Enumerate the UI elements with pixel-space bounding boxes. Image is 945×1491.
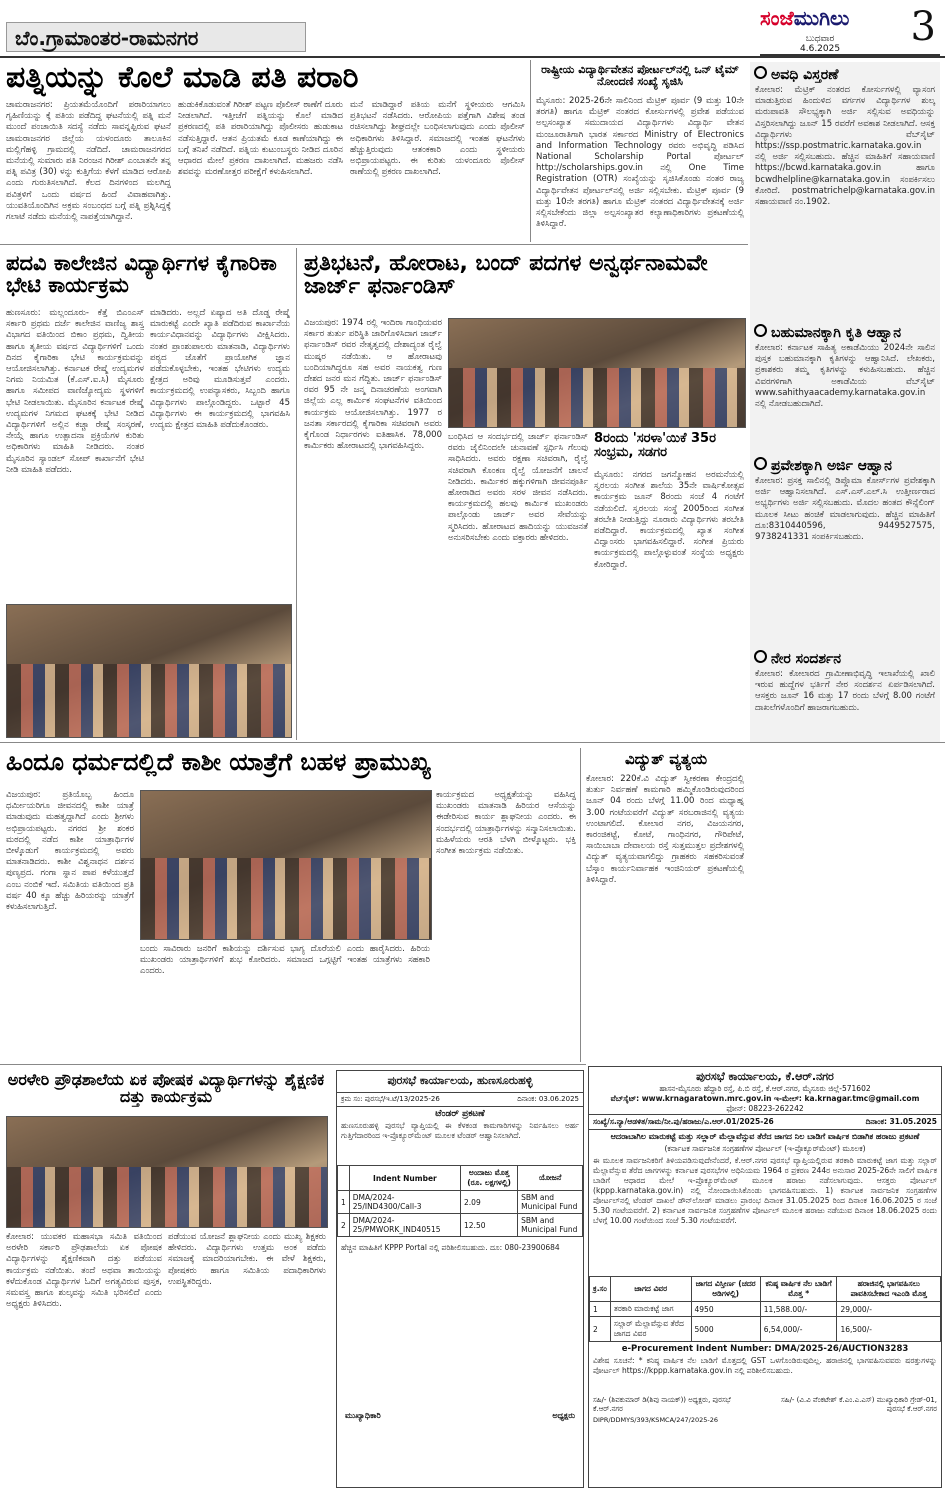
notice-title: ಪುರಸಭೆ ಕಾರ್ಯಾಲಯ, ಕೆ.ಆರ್.ನಗರ [696,1070,834,1083]
tender-title: ಪುರಸಭೆ ಕಾರ್ಯಾಲಯ, ಹುಣಸೂರುಹಳ್ಳಿ [387,1074,533,1087]
college-headline: ಪದವಿ ಕಾಲೇಜಿನ ವಿದ್ಯಾರ್ಥಿಗಳ ಕೈಗಾರಿಕಾ ಭೇಟಿ ಕಾರ್ಯಕ್ರಮ [6,251,277,298]
notice-th-no: ಕ್ರ.ಸಂ [590,1277,611,1302]
tender-intro: ಹುಣಸೂರುಹಳ್ಳಿ ಪುರಸಭೆ ವ್ಯಾಪ್ತಿಯಲ್ಲಿ ಈ ಕೆಳಕಂಡ ಕಾಮಗಾರಿಗಳನ್ನು ನಿರ್ವಹಿಸಲು ಅರ್ಹ ಗುತ್ತಿಗೆದಾರರಿಂದ ಇ-ಪ್ರೊಕ್ಯೂರ್‌ಮೆಂಟ್ ಮೂಲಕ ಟೆಂಡರ್ ಆಹ್ವಾನಿಸಲಾಗಿದೆ. [341,1121,579,1140]
college-group-photo [6,604,292,738]
bullet-circle-icon [754,457,767,470]
notice-subject: ಆದರಾಬಾಗಿಲ ಮಾರುಕಟ್ಟೆ ಮತ್ತು ಸಲ್ಲಾರ್ ಮೆಲ್ಲಾವೆನ್ಸುವ ತೆರೆದ ಜಾಗದ ನಿಲ ಬಾಡಿಗೆ ವಾರ್ಷಿಕ ಬಿಡಾಗಿಕ ಹರಾಜು ಪ್ರಕಟಣೆ [610,1132,920,1141]
notice-th-min: ಕನಿಷ್ಠ ವಾರ್ಷಿಕ ನೆಲ ಬಾಡಿಗೆ ಮೊತ್ತ * [760,1277,837,1302]
sidebar-body-2: ಕೋಲಾರ: ಕರ್ನಾಟಕ ಸಾಹಿತ್ಯ ಅಕಾಡೆಮಿಯು 2024ನೇ ಸಾಲಿನ ಪುಸ್ತಕ ಬಹುಮಾನಕ್ಕಾಗಿ ಕೃತಿಗಳನ್ನು ಆಹ್ವಾನಿಸಿದೆ. ಲೇಖಕರು, ಪ್ರಕಾಶಕರು ತಮ್ಮ ಕೃತಿಗಳನ್ನು ಕಳುಹಿಸಬಹುದು. ಹೆಚ್ಚಿನ ವಿವರಗಳಿಗಾಗಿ ಅಕಾಡೆಮಿಯ ವೆಬ್‌ಸೈಟ್ www.sahithyaacademy.karnataka.gov.in ನಲ್ಲಿ ನೋಡಬಹುದಾಗಿದೆ. [755,343,935,410]
notice-phone: ಫೋನ್: 08223-262242 [726,1104,804,1113]
kashi-event-photo [140,790,432,940]
notice-table [589,1276,941,1342]
tender-th-indent: Indent Number [349,1166,460,1191]
school-headline: ಅರಳೇರಿ ಪ್ರೌಢಶಾಲೆಯ ಏಕ ಪೋಷಕ ವಿದ್ಯಾರ್ಥಿಗಳನ್ನು ಶೈಕ್ಷಣಿಕ ದತ್ತು ಕಾರ್ಯಕ್ರಮ [7,1070,325,1106]
tender-sign-right: ಅಧ್ಯಕ್ಷರು [552,1411,575,1420]
tender-date: ದಿನಾಂಕ: 03.06.2025 [517,1095,579,1103]
kashi-col-2: ಬಂದು ಸಾವಿರಾರು ಜನರಿಗೆ ಕಾಶಿಯನ್ನು ದರ್ಶಿಸುವ ಭಾಗ್ಯ ದೊರೆಯಲಿ ಎಂದು ಹಾರೈಸಿದರು. ಹಿರಿಯ ಮುಖಂಡರು ಯಾತ್ರಾರ್ಥಿಗಳಿಗೆ ಶುಭ ಕೋರಿದರು. ಸಮಾಜದ ಒಗ್ಗಟ್ಟಿಗೆ ಇಂತಹ ಯಾತ್ರೆಗಳು ಸಹಕಾರಿ ಎಂದರು. [140,944,430,977]
notice-body: ಈ ಮೂಲಕ ಸಾರ್ವಜನಿಕರಿಗೆ ತಿಳಿಯಪಡಿಸುವುದೇನೆಂದರೆ, ಕೆ.ಆರ್.ನಗರ ಪುರಸಭೆ ವ್ಯಾಪ್ತಿಯಲ್ಲಿರುವ ತರಕಾರಿ ಮಾರುಕಟ್ಟೆ ಜಾಗ ಮತ್ತು ಸಲ್ಲಾರ್ ಮೆಲ್ಲಾವೆನ್ಸುವ ತೆರೆದ ಜಾಗಗಳನ್ನು ಕರ್ನಾಟಕ ಪುರಸಭೆಗಳ ಅಧಿನಿಯಮ 1964 ರ ಪ್ರಕರಣ 244ರ ಅನುಸಾರ 2025-26ನೇ ಸಾಲಿಗೆ ವಾರ್ಷಿಕ ಬಾಡಿಗೆ ಆಧಾರದ ಮೇಲೆ ಇ-ಪ್ರೊಕ್ಯೂರ್‌ಮೆಂಟ್ ಮೂಲಕ ಹರಾಜು ನಡೆಸಲಾಗುವುದು. ಆಸಕ್ತರು ಪೋರ್ಟಲ್ (kppp.karnataka.gov.in) ನಲ್ಲಿ ನೋಂದಾಯಿಸಿಕೊಂಡು ಭಾಗವಹಿಸಬಹುದು. 1) ಕರ್ನಾಟಕ ಸಾರ್ವಜನಿಕ ಸಂಗ್ರಹಣೆಗಳ ಪೋರ್ಟಲ್‌ನಲ್ಲಿ ಟೆಂಡರ್ ದಾಖಲೆ ಡೌನ್‌ಲೋಡ್ ಮಾಡಲು ಪ್ರಾರಂಭ ದಿನಾಂಕ 31.05.2025 ರಿಂದ ದಿನಾಂಕ 16.06.2025 ರ ಸಂಜೆ 5.30 ಗಂಟೆಯವರೆಗೆ. 2) ಕರ್ನಾಟಕ ಸಾರ್ವಜನಿಕ ಸಂಗ್ರಹಣೆಗಳ ಪೋರ್ಟಲ್ ಮೂಲಕ ಹರಾಜು ನಡೆಯುವ ದಿನಾಂಕ 18.06.2025 ರಂದು ಬೆಳಗ್ಗೆ 10.00 ಗಂಟೆಯಿಂದ ಸಂಜೆ 5.30 ಗಂಟೆಯವರೆಗೆ. [593,1156,937,1225]
notice-web: ವೆಬ್‌ಸೈಟ್: www.krnagaratown.mrc.gov.in ಇ-ಮೇಲ್: ka.krnagar.tmc@gmail.com [610,1094,920,1103]
notice-date: ದಿನಾಂಕ: 31.05.2025 [865,1117,937,1126]
table-row: 1 DMA/2024-25/IND4300/Call-3 2.09 SBM and Municipal Fund [338,1191,583,1214]
masthead-date [800,34,840,54]
murder-col-3: ಮನೆ ಮಾಡಿದ್ದಾರೆ ಪತಿಯ ಮನೆಗೆ ಸ್ಥಳೀಯರು ಆಗಮಿಸಿ ಪ್ರತಿಭಟನೆ ನಡೆಸಿದರು. ಆರೋಪಿಯ ಪತ್ತೆಗಾಗಿ ವಿಶೇಷ ತಂಡ ರಚಿಸಲಾಗಿದ್ದು ಶೀಘ್ರದಲ್ಲೇ ಬಂಧಿಸಲಾಗುವುದು ಎಂದು ಪೊಲೀಸ್ ಅಧಿಕಾರಿಗಳು ತಿಳಿಸಿದ್ದಾರೆ. ಸಮಾಜದಲ್ಲಿ ಇಂತಹ ಘಟನೆಗಳು ಹೆಚ್ಚುತ್ತಿರುವುದು ಆತಂಕಕಾರಿ ಎಂದು ಸ್ಥಳೀಯರು ಅಭಿಪ್ರಾಯಪಟ್ಟರು. ಈ ಕುರಿತು ಯಳಂದೂರು ಪೊಲೀಸ್ ಠಾಣೆಯಲ್ಲಿ ಪ್ರಕರಣ ದಾಖಲಾಗಿದೆ. [350,100,525,178]
murder-col-1: ಚಾಮರಾಜನಗರ: ಪ್ರಿಯತಮೆಯೊಂದಿಗೆ ಪರಾರಿಯಾಗಲು ಗೃಹಿಣಿಯನ್ನು ಕ್ಕೆ ಪತಿಯ ಪಡೆದಿದ್ದ ಘಟನೆಯಲ್ಲಿ ಪತ್ನಿ ಮನೆ ಮುಂದೆ ಪಂಚಾಯಿತಿ ಸದಸ್ಯೆ ನಡೆದು ಸಾವನ್ನಪ್ಪಿರುವ ಘಟನೆ ಚಾಮರಾಜನಗರ ಜಿಲ್ಲೆಯ ಯಳಂದೂರು ತಾಲೂಕಿನ ಮಲ್ಲಿಗೆಹಳ್ಳಿ ಗ್ರಾಮದಲ್ಲಿ ನಡೆದಿದೆ. ಚಾಮರಾಜನಗರದ ಮನೆಯಲ್ಲಿ ಸುಮಾರು ಪತಿ ನಿರಂಜನ ಗಿರೀಶ್ ಎಂಬಾತನೇ ತನ್ನ ಪತ್ನಿ ಪವಿತ್ರ (30) ಳನ್ನು ಕುತ್ತಿಗೆಯ ಕೆಳಗೆ ಮಾಡಿದ ಆರೋಪಿ ಎಂದು ಗುರುತಿಸಲಾಗಿದೆ. ಕೆಲದ ದಿನಗಳಿಂದ ಮಲಗಿದ್ದ ಪವಿತ್ರಳಿಗೆ ಒಂದು ವರ್ಷದ ಹಿಂದೆ ವಿವಾಹವಾಗಿತ್ತು. ಯುವತಿಯೊಂದಿಗಿನ ಅಕ್ರಮ ಸಂಬಂಧದ ಬಗ್ಗೆ ಪತ್ನಿ ಪ್ರಶ್ನಿಸಿದ್ದಕ್ಕೆ ಗಲಾಟೆ ನಡೆದು ಮನೆಯಲ್ಲಿ ನಾಪತ್ತೆಯಾಗಿದ್ದಾನೆ. [6,100,171,223]
notice-dipr: DIPR/DDMYS/393/KSMCA/247/2025-26 [593,1416,718,1424]
notice-sign-right: ಸಹಿ/- (ವಿ.ವಿ ವೆಂಕಟೇಶ್ ಕೆ.ಎಂ.ಎ.ಎಸ್) ಮುಖ್ಯಾಧಿಕಾರಿ ಗ್ರೇಡ್-01, ಪುರಸಭೆ ಕೆ.ಆರ್.ನಗರ [781,1396,937,1413]
college-col-2: ಮಾಡಿದರು. ಅಲ್ಲದೆ ಏಷ್ಯಾದ ಅತಿ ದೊಡ್ಡ ರೇಷ್ಮೆ ಮಾರುಕಟ್ಟೆ ಎಂದೇ ಖ್ಯಾತಿ ಪಡೆದಿರುವ ಕಾರ್ಖಾನೆಯ ಕಾರ್ಯವಿಧಾನವನ್ನು ವಿದ್ಯಾರ್ಥಿಗಳು ವೀಕ್ಷಿಸಿದರು. ನಂತರ ಪ್ರಾಂಶುಪಾಲರು ಮಾತನಾಡಿ, ವಿದ್ಯಾರ್ಥಿಗಳು ಪಠ್ಯದ ಜೊತೆಗೆ ಪ್ರಾಯೋಗಿಕ ಜ್ಞಾನ ಪಡೆದುಕೊಳ್ಳಬೇಕು, ಇಂತಹ ಭೇಟಿಗಳು ಉದ್ಯಮ ಕ್ಷೇತ್ರದ ಅರಿವು ಮೂಡಿಸುತ್ತವೆ ಎಂದರು. ಕಾರ್ಯಕ್ರಮದಲ್ಲಿ ಉಪನ್ಯಾಸಕರು, ಸಿಬ್ಬಂದಿ ಹಾಗೂ ವಿದ್ಯಾರ್ಥಿಗಳು ಪಾಲ್ಗೊಂಡಿದ್ದರು. ಒಟ್ಟಾರೆ 45 ವಿದ್ಯಾರ್ಥಿಗಳು ಈ ಕಾರ್ಯಕ್ರಮದಲ್ಲಿ ಭಾಗವಹಿಸಿ ಉದ್ಯಮ ಕ್ಷೇತ್ರದ ಮಾಹಿತಿ ಪಡೆದುಕೊಂಡರು. [150,308,290,431]
notice-signatures [589,1394,941,1416]
notice-indent: e-Procurement Indent Number: DMA/2025-26/AUCTION3283 [621,1344,909,1354]
sidebar-heading-4: ನೇರ ಸಂದರ್ಶನ [754,650,940,667]
kashi-col-3: ಕಾರ್ಯಕ್ರಮದ ಅಧ್ಯಕ್ಷತೆಯನ್ನು ವಹಿಸಿದ್ದ ಮುಖಂಡರು ಮಾತನಾಡಿ ಹಿರಿಯರ ಆಸೆಯನ್ನು ಈಡೇರಿಸುವ ಕಾರ್ಯ ಶ್ಲಾಘನೀಯ ಎಂದರು. ಈ ಸಂದರ್ಭದಲ್ಲಿ ಯಾತ್ರಾರ್ಥಿಗಳನ್ನು ಸನ್ಮಾನಿಸಲಾಯಿತು. ಮಹಿಳೆಯರು ಆರತಿ ಬೆಳಗಿ ಬೀಳ್ಕೊಟ್ಟರು. ಭಕ್ತಿ ಸಂಗೀತ ಕಾರ್ಯಕ್ರಮ ನಡೆಯಿತು. [436,790,576,857]
george-col-2: ಬಂಧಿಸಿದ ಆ ಸಂದರ್ಭದಲ್ಲಿ ಜಾರ್ಜ್ ಫರ್ನಾಂಡಿಸ್ ರವರು ಜೈಲಿನಿಂದಲೇ ಚುನಾವಣೆ ಸ್ಪರ್ಧಿಸಿ ಗೆಲುವು ಸಾಧಿಸಿದರು. ಅವರು ರಕ್ಷಣಾ ಸಚಿವರಾಗಿ, ರೈಲ್ವೆ ಸಚಿವರಾಗಿ ಕೊಂಕಣ ರೈಲ್ವೆ ಯೋಜನೆಗೆ ಚಾಲನೆ ನೀಡಿದರು. ಕಾರ್ಮಿಕರ ಹಕ್ಕುಗಳಿಗಾಗಿ ಜೀವನಪೂರ್ತಿ ಹೋರಾಡಿದ ಅವರು ಸರಳ ಜೀವನ ನಡೆಸಿದರು. ಕಾರ್ಯಕ್ರಮದಲ್ಲಿ ಹಲವು ಕಾರ್ಮಿಕ ಮುಖಂಡರು ಪಾಲ್ಗೊಂಡು ಜಾರ್ಜ್ ಅವರ ಸೇವೆಯನ್ನು ಸ್ಮರಿಸಿದರು. ಹೋರಾಟದ ಹಾದಿಯನ್ನು ಯುವಜನತೆ ಅನುಸರಿಸಬೇಕು ಎಂದು ವಕ್ತಾರರು ಹೇಳಿದರು. [448,432,588,543]
row-divider-3 [0,1064,586,1065]
sarala-headline: 8ರಂದು 'ಸರಳಾ'ಯಿಕೆ 35ರ ಸಂಭ್ರಮ, ಸಡಗರ [594,431,716,460]
masthead [760,4,940,56]
masthead-day: ಬುಧವಾರ [805,34,835,44]
notice-th-place: ಜಾಗದ ವಿವರ [610,1277,691,1302]
section-header: ಬೆಂ.ಗ್ರಾಮಾಂತರ-ರಾಮನಗರ [6,22,306,52]
george-event-photo [448,318,746,428]
page-number: 3 [910,4,936,50]
logo-blue-text: ಮುಗಿಲು [793,6,850,30]
scholarship-body: ಮೈಸೂರು: 2025-26ನೇ ಸಾಲಿನಿಂದ ಮೆಟ್ರಿಕ್ ಪೂರ್ವ (9 ಮತ್ತು 10ನೇ ತರಗತಿ) ಹಾಗೂ ಮೆಟ್ರಿಕ್ ನಂತರದ ಕೋರ್ಸುಗಳಲ್ಲಿ ಪ್ರವೇಶ ಪಡೆಯುವ ಅಲ್ಪಸಂಖ್ಯಾತ ಸಮುದಾಯದ ವಿದ್ಯಾರ್ಥಿಗಳು ವಿದ್ಯಾರ್ಥಿ ವೇತನ ಮಂಜೂರಾತಿಗಾಗಿ ಭಾರತ ಸರ್ಕಾರದ Ministry of Electronics and Information Technology ರವರು ಅಭಿವೃದ್ಧಿ ಪಡಿಸಿದ National Scholarship Portal ಪೋರ್ಟಲ್ http://scholarships.gov.in ನಲ್ಲಿ One Time Registration (OTR) ಸಂಖ್ಯೆಯನ್ನು ಸೃಜಿಸಿಕೊಂಡು ನಂತರ ರಾಜ್ಯ ವಿದ್ಯಾರ್ಥಿವೇತನ ಪೋರ್ಟಲ್‌ನಲ್ಲಿ ಅರ್ಜಿ ಸಲ್ಲಿಸಬೇಕು. ಮೆಟ್ರಿಕ್ ಪೂರ್ವ (9 ಮತ್ತು 10ನೇ ತರಗತಿ) ಹಾಗೂ ಮೆಟ್ರಿಕ್ ನಂತರದ ವಿದ್ಯಾರ್ಥಿವೇತನಕ್ಕೆ ಅರ್ಜಿ ಸಲ್ಲಿಸಬೇಕೆಂದು ಜಿಲ್ಲಾ ಅಲ್ಪಸಂಖ್ಯಾತರ ಕಲ್ಯಾಣಾಧಿಕಾರಿಗಳು ಪ್ರಕಟಣೆಯಲ್ಲಿ ತಿಳಿಸಿದ್ದಾರೆ. [536,96,744,230]
college-col-1: ಹುಣಸೂರು: ಮಲ್ಲಂದೂರು- ಕೆತ್ತೆ ಬಿಎಂಎಸ್ ಸರ್ಕಾರಿ ಪ್ರಥಮ ದರ್ಜೆ ಕಾಲೇಜಿನ ವಾಣಿಜ್ಯ ಶಾಸ್ತ್ರ ವಿಭಾಗದ ವತಿಯಿಂದ ಬಿಕಾಂ ಪ್ರಥಮ, ದ್ವಿತೀಯ ಹಾಗೂ ತೃತೀಯ ವರ್ಷದ ವಿದ್ಯಾರ್ಥಿಗಳಿಗೆ ಒಂದು ದಿನದ ಕೈಗಾರಿಕಾ ಭೇಟಿ ಕಾರ್ಯಕ್ರಮವನ್ನು ಆಯೋಜಿಸಲಾಗಿತ್ತು. ಕರ್ನಾಟಕ ರೇಷ್ಮೆ ಉದ್ಯಮಗಳ ನಿಗಮ ನಿಯಮಿತ (ಕೆ.ಎಸ್.ಐ.ಸಿ) ಮೈಸೂರು ಹಾಗೂ ಸಮೀಪದ ವಾಣಿಜ್ಯೋದ್ಯಮ ಸ್ಥಳಗಳಿಗೆ ಭೇಟಿ ನೀಡಲಾಯಿತು. ಮೈಸೂರಿನ ಕರ್ನಾಟಕ ರೇಷ್ಮೆ ಉದ್ಯಮಗಳ ನಿಗಮದ ಘಟಕಕ್ಕೆ ಭೇಟಿ ನೀಡಿದ ವಿದ್ಯಾರ್ಥಿಗಳಿಗೆ ಅಲ್ಲಿನ ಕಚ್ಚಾ ರೇಷ್ಮೆ ಸಂಸ್ಕರಣೆ, ನೇಯ್ಗೆ ಹಾಗೂ ಉತ್ಪಾದನಾ ಪ್ರಕ್ರಿಯೆಗಳ ಕುರಿತು ಅಧಿಕಾರಿಗಳು ಮಾಹಿತಿ ನೀಡಿದರು. ನಂತರ ಮೈಸೂರಿನ ಸ್ಯಾಂಡಲ್ ಸೋಪ್ ಕಾರ್ಖಾನೆಗೆ ಭೇಟಿ ನೀಡಿ ಮಾಹಿತಿ ಪಡೆದರು. [6,308,144,475]
tender-ref: ಕ್ರಮ ಸಂ: ಪುರಸಭೆ/ಇ.ಟೆ/13/2025-26 [341,1095,440,1103]
bullet-circle-icon [754,324,767,337]
header-rule [0,56,945,58]
scholarship-headline: ರಾಷ್ಟ್ರೀಯ ವಿದ್ಯಾರ್ಥಿವೇತನ ಪೋರ್ಟಲ್‌ನಲ್ಲಿ ಒನ್ ಟೈಮ್ ನೋಂದಣಿ ಸಂಖ್ಯೆ ಸೃಜಿಸಿ [541,63,739,88]
kr-nagar-notice [588,1066,942,1488]
bullet-circle-icon [754,650,767,663]
george-col-1: ವಿಜಯಪುರ: 1974 ರಲ್ಲಿ ಇಂದಿರಾ ಗಾಂಧಿಯವರ ಸರ್ಕಾರ ತುರ್ತು ಪರಿಸ್ಥಿತಿ ಜಾರಿಗೊಳಿಸಿದಾಗ ಜಾರ್ಜ್ ಫರ್ನಾಂಡಿಸ್ ರವರ ನೇತೃತ್ವದಲ್ಲಿ ದೇಶಾದ್ಯಂತ ರೈಲ್ವೆ ಮುಷ್ಕರ ನಡೆಯಿತು. ಆ ಹೋರಾಟವು ಬಂದಿಯಾಗಿದ್ದರೂ ಸಹ ಅವರ ನಾಯಕತ್ವ ಗುಣ ದೇಶದ ಜನರ ಮನ ಗೆದ್ದಿತು. ಜಾರ್ಜ್ ಫರ್ನಾಂಡಿಸ್ ರವರ 95 ನೇ ಜನ್ಮ ದಿನಾಚರಣೆಯ ಅಂಗವಾಗಿ ಜಿಲ್ಲೆಯ ಎಲ್ಲ ಕಾರ್ಮಿಕ ಸಂಘಟನೆಗಳ ವತಿಯಿಂದ ಕಾರ್ಯಕ್ರಮ ಆಯೋಜಿಸಲಾಗಿತ್ತು. 1977 ರ ಜನತಾ ಸರ್ಕಾರದಲ್ಲಿ ಕೈಗಾರಿಕಾ ಸಚಿವರಾಗಿ ಅವರು ಕೈಗೊಂಡ ನಿರ್ಧಾರಗಳು ಐತಿಹಾಸಿಕ. 78,000 ಕಾರ್ಮಿಕರು ಹೋರಾಟದಲ್ಲಿ ಭಾಗವಹಿಸಿದ್ದರು. [304,318,442,452]
school-group-photo [6,1116,328,1228]
power-body: ಕೋಲಾರ: 220ಕೆ.ವಿ ವಿದ್ಯುತ್ ಸ್ವೀಕರಣಾ ಕೇಂದ್ರದಲ್ಲಿ ತುರ್ತು ನಿರ್ವಹಣೆ ಕಾಮಗಾರಿ ಹಮ್ಮಿಕೊಂಡಿರುವುದರಿಂದ ಜೂನ್ 04 ರಂದು ಬೆಳಗ್ಗೆ 11.00 ರಿಂದ ಮಧ್ಯಾಹ್ನ 3.00 ಗಂಟೆಯವರೆಗೆ ವಿದ್ಯುತ್ ಸರಬರಾಜಿನಲ್ಲಿ ವ್ಯತ್ಯಯ ಉಂಟಾಗಲಿದೆ. ಕೋಲಾರ ನಗರ, ವಿಜಯನಗರ, ಕಾರಂಜಿಕಟ್ಟೆ, ಕೋಟೆ, ಗಾಂಧಿನಗರ, ಗೌರಿಪೇಟೆ, ಸಾಯಿಬಾಬಾ ದೇವಾಲಯ ರಸ್ತೆ ಸುತ್ತಮುತ್ತಲ ಪ್ರದೇಶಗಳಲ್ಲಿ ವಿದ್ಯುತ್ ವ್ಯತ್ಯಯವಾಗಲಿದ್ದು ಗ್ರಾಹಕರು ಸಹಕರಿಸುವಂತೆ ಬೆಸ್ಕಾಂ ಕಾರ್ಯನಿರ್ವಾಹಕ ಇಂಜಿನಿಯರ್ ಪ್ರಕಟಣೆಯಲ್ಲಿ ತಿಳಿಸಿದ್ದಾರೆ. [586,774,744,885]
sarala-body: ಮೈಸೂರು: ನಗರದ ಜಗನ್ಮೋಹನ ಅರಮನೆಯಲ್ಲಿ ಸ್ವರಲಯ ಸಂಗೀತ ಶಾಲೆಯ 35ನೇ ವಾರ್ಷಿಕೋತ್ಸವ ಕಾರ್ಯಕ್ರಮ ಜೂನ್ 8ರಂದು ಸಂಜೆ 4 ಗಂಟೆಗೆ ನಡೆಯಲಿದೆ. ಸ್ವರಲಯ ಸಂಸ್ಥೆ 2005ರಿಂದ ಸಂಗೀತ ತರಬೇತಿ ನೀಡುತ್ತಿದ್ದು ನೂರಾರು ವಿದ್ಯಾರ್ಥಿಗಳು ತರಬೇತಿ ಪಡೆದಿದ್ದಾರೆ. ಕಾರ್ಯಕ್ರಮದಲ್ಲಿ ಖ್ಯಾತ ಸಂಗೀತ ವಿದ್ವಾಂಸರು ಭಾಗವಹಿಸಲಿದ್ದಾರೆ. ಸಂಗೀತ ಪ್ರಿಯರು ಕಾರ್ಯಕ್ರಮದಲ್ಲಿ ಪಾಲ್ಗೊಳ್ಳುವಂತೆ ಸಂಸ್ಥೆಯ ಅಧ್ಯಕ್ಷರು ಕೋರಿದ್ದಾರೆ. [594,470,744,570]
notice-th-emd: ಹರಾಜಿನಲ್ಲಿ ಭಾಗವಹಿಸಲು ಪಾವತಿಸಬೇಕಾದ ಇಎಂಡಿ ಮೊತ್ತ [837,1277,941,1302]
col-divider [530,60,531,242]
sidebar-body-1: ಕೋಲಾರ: ಮೆಟ್ರಿಕ್ ನಂತರದ ಕೋರ್ಸುಗಳಲ್ಲಿ ವ್ಯಾಸಂಗ ಮಾಡುತ್ತಿರುವ ಹಿಂದುಳಿದ ವರ್ಗಗಳ ವಿದ್ಯಾರ್ಥಿಗಳ ಶುಲ್ಕ ಮರುಪಾವತಿ ಸೌಲಭ್ಯಕ್ಕಾಗಿ ಅರ್ಜಿ ಸಲ್ಲಿಸುವ ಅವಧಿಯನ್ನು ವಿಸ್ತರಿಸಲಾಗಿದ್ದು ಜೂನ್ 15 ರವರೆಗೆ ಅವಕಾಶ ನೀಡಲಾಗಿದೆ. ಆಸಕ್ತ ವಿದ್ಯಾರ್ಥಿಗಳು ವೆಬ್‌ಸೈಟ್ https://ssp.postmatric.karnataka.gov.in ನಲ್ಲಿ ಅರ್ಜಿ ಸಲ್ಲಿಸಬಹುದು. ಹೆಚ್ಚಿನ ಮಾಹಿತಿಗೆ ಸಹಾಯವಾಣಿ https://bcwd.karnataka.gov.in ಹಾಗೂ bcwdhelpline@karnataka.gov.in ಸಂಪರ್ಕಿಸಲು ಕೋರಿದೆ. postmatrichelp@karnataka.gov.in ಸಹಾಯವಾಣಿ ನಂ.1902. [755,85,935,208]
tender-sign-left: ಮುಖ್ಯಾಧಿಕಾರಿ [345,1411,381,1420]
table-row: 2 ಸಲ್ಲಾರ್ ಮೆಲ್ಲಾವೆನ್ಸುವ ತೆರೆದ ಜಾಗದ ವಿವರ 5000 6,54,000/- 16,500/- [590,1317,941,1342]
sidebar-box [750,62,940,742]
notice-sign-left: ಸಹಿ/- (ಶಿವಕುಮಾರ್ ಡಿ(ಶಿವು ನಾಯಕ್)) ಅಧ್ಯಕ್ಷರು, ಪುರಸಭೆ ಕೆ.ಆರ್.ನಗರ [593,1396,731,1413]
tender-footer: ಹೆಚ್ಚಿನ ಮಾಹಿತಿಗೆ KPPP Portal ನಲ್ಲಿ ಪರಿಶೀಲಿಸಬಹುದು. ದೂ: 080-23900684 [341,1243,560,1252]
table-row: 1 ತರಕಾರಿ ಮಾರುಕಟ್ಟೆ ಜಾಗ 4950 11,588.00/- 29,000/- [590,1302,941,1317]
sidebar-heading-2: ಬಹುಮಾನಕ್ಕಾಗಿ ಕೃತಿ ಆಹ್ವಾನ [754,324,940,341]
masthead-logo [760,6,849,30]
school-col-1: ಕೋಲಾರ: ಯುವಕರ ಮಹಾಸಭಾ ಸಮಿತಿ ವತಿಯಿಂದ ಅರಳೇರಿ ಸರ್ಕಾರಿ ಪ್ರೌಢಶಾಲೆಯ ಏಕ ಪೋಷಕ ವಿದ್ಯಾರ್ಥಿಗಳನ್ನು ಶೈಕ್ಷಣಿಕವಾಗಿ ದತ್ತು ಪಡೆಯುವ ಕಾರ್ಯಕ್ರಮ ನಡೆಯಿತು. ತಂದೆ ಅಥವಾ ತಾಯಿಯನ್ನು ಕಳೆದುಕೊಂಡ ವಿದ್ಯಾರ್ಥಿಗಳ ಓದಿಗೆ ಅಗತ್ಯವಿರುವ ಪುಸ್ತಕ, ಸಮವಸ್ತ್ರ ಹಾಗೂ ಶುಲ್ಕವನ್ನು ಸಮಿತಿ ಭರಿಸಲಿದೆ ಎಂದು ಅಧ್ಯಕ್ಷರು ತಿಳಿಸಿದರು. [6,1232,162,1310]
notice-ref-row [589,1114,941,1130]
sidebar-body-3: ಕೋಲಾರ: ಪ್ರಸಕ್ತ ಸಾಲಿನಲ್ಲಿ ಡಿಪ್ಲೊಮಾ ಕೋರ್ಸ್‌ಗಳ ಪ್ರವೇಶಕ್ಕಾಗಿ ಅರ್ಜಿ ಆಹ್ವಾನಿಸಲಾಗಿದೆ. ಎಸ್.ಎಸ್.ಎಲ್.ಸಿ ಉತ್ತೀರ್ಣರಾದ ಅಭ್ಯರ್ಥಿಗಳು ಅರ್ಜಿ ಸಲ್ಲಿಸಬಹುದು. ಮೊದಲ ಹಂತದ ಕೌನ್ಸೆಲಿಂಗ್ ಮೂಲಕ ಸೀಟು ಹಂಚಿಕೆ ಮಾಡಲಾಗುವುದು. ಹೆಚ್ಚಿನ ಮಾಹಿತಿಗೆ ದೂ:8310440596, 9449527575, 9738241331 ಸಂಪರ್ಕಿಸಬಹುದು. [755,476,935,543]
kashi-headline: ಹಿಂದೂ ಧರ್ಮದಲ್ಲಿದೆ ಕಾಶೀ ಯಾತ್ರೆಗೆ ಬಹಳ ಪ್ರಾಮುಖ್ಯ [6,748,431,776]
notice-th-area: ಜಾಗದ ವಿಸ್ತೀರ್ಣ (ಚದರ ಅಡಿಗಳಲ್ಲಿ) [691,1277,760,1302]
logo-red-text: ಸಂಜೆ [760,6,794,30]
notice-ref: ಸಂಖ್ಯೆ/ಸ.ನ್ಯಾ/ಆಡಳಿತ/ಸಾಮ/ನೀ.ಪು/ಹರಾಜು/ಎ.ಆರ್.01/2025-26 [593,1117,774,1126]
sidebar-heading-3: ಪ್ರವೇಶಕ್ಕಾಗಿ ಅರ್ಜಿ ಆಹ್ವಾನ [754,457,940,474]
tender-ad [336,1070,584,1488]
tender-signatures [337,1409,583,1423]
notice-note: ವಿಶೇಷ ಸೂಚನೆ: * ಕನಿಷ್ಠ ವಾರ್ಷಿಕ ನೆಲ ಬಾಡಿಗೆ ಮೊತ್ತದಲ್ಲಿ GST ಒಳಗೊಂಡಿರುವುದಿಲ್ಲ. ಹರಾಜಿನಲ್ಲಿ ಭಾಗವಹಿಸುವವರು ಷರತ್ತುಗಳನ್ನು ಪೋರ್ಟಲ್ https://kppp.karnataka.gov.in ನಲ್ಲಿ ಪರಿಶೀಲಿಸಬಹುದು. [593,1356,937,1375]
murder-headline: ಪತ್ನಿಯನ್ನು ಕೊಲೆ ಮಾಡಿ ಪತಿ ಪರಾರಿ [6,60,359,95]
tender-th-amount: ಅಂದಾಜು ಮೊತ್ತ (ರೂ. ಲಕ್ಷಗಳಲ್ಲಿ) [461,1166,518,1191]
notice-address: ಹಾಸನ-ಮೈಸೂರು ಹೆದ್ದಾರಿ ರಸ್ತೆ, ಪಿ.ಬಿ ರಸ್ತೆ, ಕೆ.ಆರ್.ನಗರ, ಮೈಸೂರು ಜಿಲ್ಲೆ-571602 [659,1084,871,1093]
tender-subtitle: ಟೆಂಡರ್ ಪ್ರಕಟಣೆ [435,1109,485,1119]
kashi-col-1: ವಿಜಯಪುರ: ಪ್ರತಿಯೊಬ್ಬ ಹಿಂದೂ ಧರ್ಮೀಯರಿಗೂ ಜೀವನದಲ್ಲಿ ಕಾಶೀ ಯಾತ್ರೆ ಮಾಡುವುದು ಮಹತ್ವದ್ದಾಗಿದೆ ಎಂದು ಶ್ರೀಗಳು ಅಭಿಪ್ರಾಯಪಟ್ಟರು. ನಗರದ ಶ್ರೀ ಶಂಕರ ಮಠದಲ್ಲಿ ನಡೆದ ಕಾಶೀ ಯಾತ್ರಾರ್ಥಿಗಳ ಬೀಳ್ಕೊಡುಗೆ ಕಾರ್ಯಕ್ರಮದಲ್ಲಿ ಅವರು ಮಾತನಾಡಿದರು. ಕಾಶೀ ವಿಶ್ವನಾಥನ ದರ್ಶನ ಪುಣ್ಯಪ್ರದ. ಗಂಗಾ ಸ್ನಾನ ಪಾಪ ಕಳೆಯುತ್ತದೆ ಎಂಬ ನಂಬಿಕೆ ಇದೆ. ಸಮಿತಿಯ ವತಿಯಿಂದ ಪ್ರತಿ ವರ್ಷ 40 ಕ್ಕೂ ಹೆಚ್ಚು ಹಿರಿಯರನ್ನು ಯಾತ್ರೆಗೆ ಕಳುಹಿಸಲಾಗುತ್ತಿದೆ. [6,790,134,913]
sidebar-body-4: ಕೋಲಾರ: ಕೋಲಾರದ ಗ್ರಾಮೀಣಾಭಿವೃದ್ಧಿ ಇಲಾಖೆಯಲ್ಲಿ ಖಾಲಿ ಇರುವ ಹುದ್ದೆಗಳ ಭರ್ತಿಗೆ ನೇರ ಸಂದರ್ಶನ ಏರ್ಪಡಿಸಲಾಗಿದೆ. ಆಸಕ್ತರು ಜೂನ್ 16 ಮತ್ತು 17 ರಂದು ಬೆಳಗ್ಗೆ 8.00 ಗಂಟೆಗೆ ದಾಖಲೆಗಳೊಂದಿಗೆ ಹಾಜರಾಗಬಹುದು. [755,669,935,713]
notice-portal: (ಕರ್ನಾಟಕ ಸಾರ್ವಜನಿಕ ಸಂಗ್ರಹಣೆಗಳ ಪೋರ್ಟಲ್ (ಇ-ಪ್ರೊಕ್ಯೂರ್‌ಮೆಂಟ್) ಮೂಲಕ) [664,1144,866,1153]
row-divider-1 [0,244,748,245]
row-divider-2 [0,742,945,743]
col-divider [296,248,297,740]
tender-ref-row [337,1092,583,1107]
masthead-date-value: 4.6.2025 [800,44,841,54]
col-divider [580,748,581,1062]
tender-th-scheme: ಯೋಜನೆ [518,1166,583,1191]
tender-table [337,1165,583,1237]
sidebar-heading-1: ಅವಧಿ ವಿಸ್ತರಣೆ [754,66,940,83]
power-headline: ವಿದ್ಯುತ್ ವ್ಯತ್ಯಯ [624,750,708,768]
george-headline: ಪ್ರತಿಭಟನೆ, ಹೋರಾಟ, ಬಂದ್ ಪದಗಳ ಅನ್ವರ್ಥನಾಮವೇ ಜಾರ್ಜ್ ಫರ್ನಾಂಡಿಸ್ [304,251,708,300]
murder-col-2: ಹುಡುಕಿಕೊಡುವಂತೆ ಗಿರೀಶ್ ಪಟ್ಟಣ ಪೊಲೀಸ್ ಠಾಣೆಗೆ ದೂರು ನೀಡಲಾಗಿದೆ. ಇತ್ತೀಚೆಗೆ ಪತ್ನಿಯನ್ನು ಕೊಲೆ ಮಾಡಿದ ಪ್ರಕರಣದಲ್ಲಿ ಪತಿ ಪರಾರಿಯಾಗಿದ್ದು ಪೊಲೀಸರು ಹುಡುಕಾಟ ನಡೆಸುತ್ತಿದ್ದಾರೆ. ಆತನ ಪ್ರಿಯತಮೆ ಕೂಡ ಕಾಣೆಯಾಗಿದ್ದು ಈ ಬಗ್ಗೆ ತನಿಖೆ ನಡೆದಿದೆ. ಪತ್ನಿಯ ಕುಟುಂಬಸ್ಥರು ನೀಡಿದ ದೂರಿನ ಆಧಾರದ ಮೇಲೆ ಪ್ರಕರಣ ದಾಖಲಾಗಿದೆ. ಮಹಜರು ನಡೆಸಿ ಶವವನ್ನು ಮರಣೋತ್ತರ ಪರೀಕ್ಷೆಗೆ ಕಳುಹಿಸಲಾಗಿದೆ. [178,100,343,178]
bullet-circle-icon [754,66,767,79]
school-col-2: ಪಡೆಯುವ ಯೋಜನೆ ಶ್ಲಾಘನೀಯ ಎಂದು ಮುಖ್ಯ ಶಿಕ್ಷಕರು ಹೇಳಿದರು. ವಿದ್ಯಾರ್ಥಿಗಳು ಉತ್ತಮ ಅಂಕ ಪಡೆದು ಸಮಾಜಕ್ಕೆ ಮಾದರಿಯಾಗಬೇಕು. ಈ ವೇಳೆ ಶಿಕ್ಷಕರು, ಪೋಷಕರು ಹಾಗೂ ಸಮಿತಿಯ ಪದಾಧಿಕಾರಿಗಳು ಉಪಸ್ಥಿತರಿದ್ದರು. [168,1232,326,1287]
table-row: 2 DMA/2024-25/PMWORK_IND40515 12.50 SBM and Municipal Fund [338,1214,583,1237]
